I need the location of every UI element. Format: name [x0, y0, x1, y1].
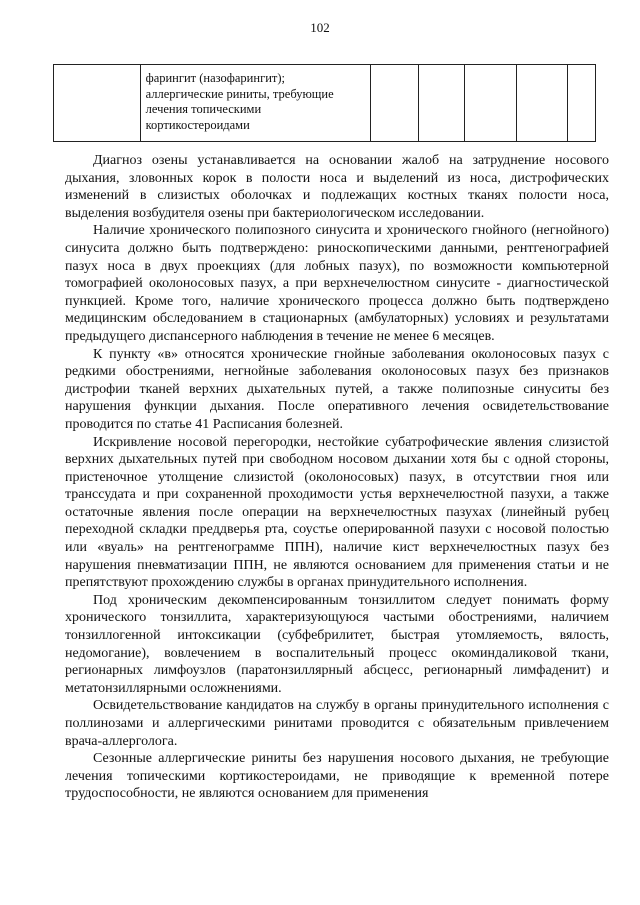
table-row — [54, 65, 596, 142]
page-number: 102 — [310, 20, 330, 35]
paragraph-point-v: К пункту «в» относятся хронические гнойные заболевания околоносовых пазух с редкими обострениями, негнойные заболевания околоносовых пазух без признаков дистрофии тканей верхних дыхательных путей, а также полипозные синуситы без нарушения функции дыхания. После оперативного лечения освидетельствование проводится по статье 41 Расписания болезней. — [65, 346, 609, 432]
paragraph-tonsillitis: Под хроническим декомпенсированным тонзиллитом следует понимать форму хронического тонзиллита, характеризующуюся частыми обострениями, наличием тонзиллогенной интоксикации (субфебрилитет, быстрая утомляемость, вялость, недомогание), вовлечением в воспалительный процесс окоминдаликовой ткани, регионарных лимфоузлов (паратонзиллярный абсцесс, регионарный лимфаденит) и метатонзиллярными осложнениями. — [65, 592, 609, 696]
paragraph-allergist: Освидетельствование кандидатов на службу в органы принудительного исполнения с поллинозами и аллергическими ринитами проводится с обязательным привлечением врача-аллерголога. — [65, 698, 609, 749]
table-cell-empty — [568, 65, 596, 142]
table-cell-text: фарингит (назофарингит); аллергические риниты, требующие лечения топическими кортикостероидами — [140, 65, 370, 142]
paragraph-sinusitis: Наличие хронического полипозного синусита и хронического гнойного (негнойного) синусита должно быть подтверждено: риноскопическими данными, рентгенографией пазух носа в двух проекциях (для лобных пазух), по возможности компьютерной томографией околоносовых пазух, а при верхнечелюстном синусите - диагностической пункцией. Кроме того, наличие хронического процесса должно быть подтверждено медицинским обследованием в стационарных (амбулаторных) условиях и результатами предыдущего диспансерного наблюдения в течение не менее 6 месяцев. — [65, 223, 609, 344]
table-cell-empty — [54, 65, 141, 142]
body-text — [65, 152, 609, 803]
table-cell-empty — [370, 65, 418, 142]
paragraph-septum: Искривление носовой перегородки, нестойкие субатрофические явления слизистой верхних дыхательных путей при свободном носовом дыхании хотя бы с одной стороны, пристеночное утолщение слизистой (околоносовых) пазух, в отсутствии гноя или транссудата и при сохраненной проходимости устья верхнечелюстной пазухи, а также остаточные явления после операции на верхнечелюстных пазухах (линейный рубец переходной складки преддверья рта, соустье оперированной пазухи с носовой полостью или «вуаль» на рентгенограмме ППН), наличие кист верхнечелюстных пазух без нарушения пневматизации ППН, не являются основанием для применения статьи и не препятствуют прохождению службы в органах принудительного исполнения. — [65, 434, 609, 591]
table-fragment — [53, 64, 596, 142]
paragraph-seasonal-rhinitis: Сезонные аллергические риниты без нарушения носового дыхания, не требующие лечения топическими кортикостероидами, не приводящие к временной потере трудоспособности, не являются основанием для применения — [65, 751, 609, 802]
table-cell-empty — [516, 65, 568, 142]
table-cell-empty — [464, 65, 516, 142]
table-cell-empty — [418, 65, 464, 142]
paragraph-ozena: Диагноз озены устанавливается на основании жалоб на затруднение носового дыхания, зловонных корок в полости носа и выделений из носа, дистрофических изменений в слизистых оболочках и подлежащих костных тканях полости носа, выделения возбудителя озены при бактериологическом исследовании. — [65, 153, 609, 221]
